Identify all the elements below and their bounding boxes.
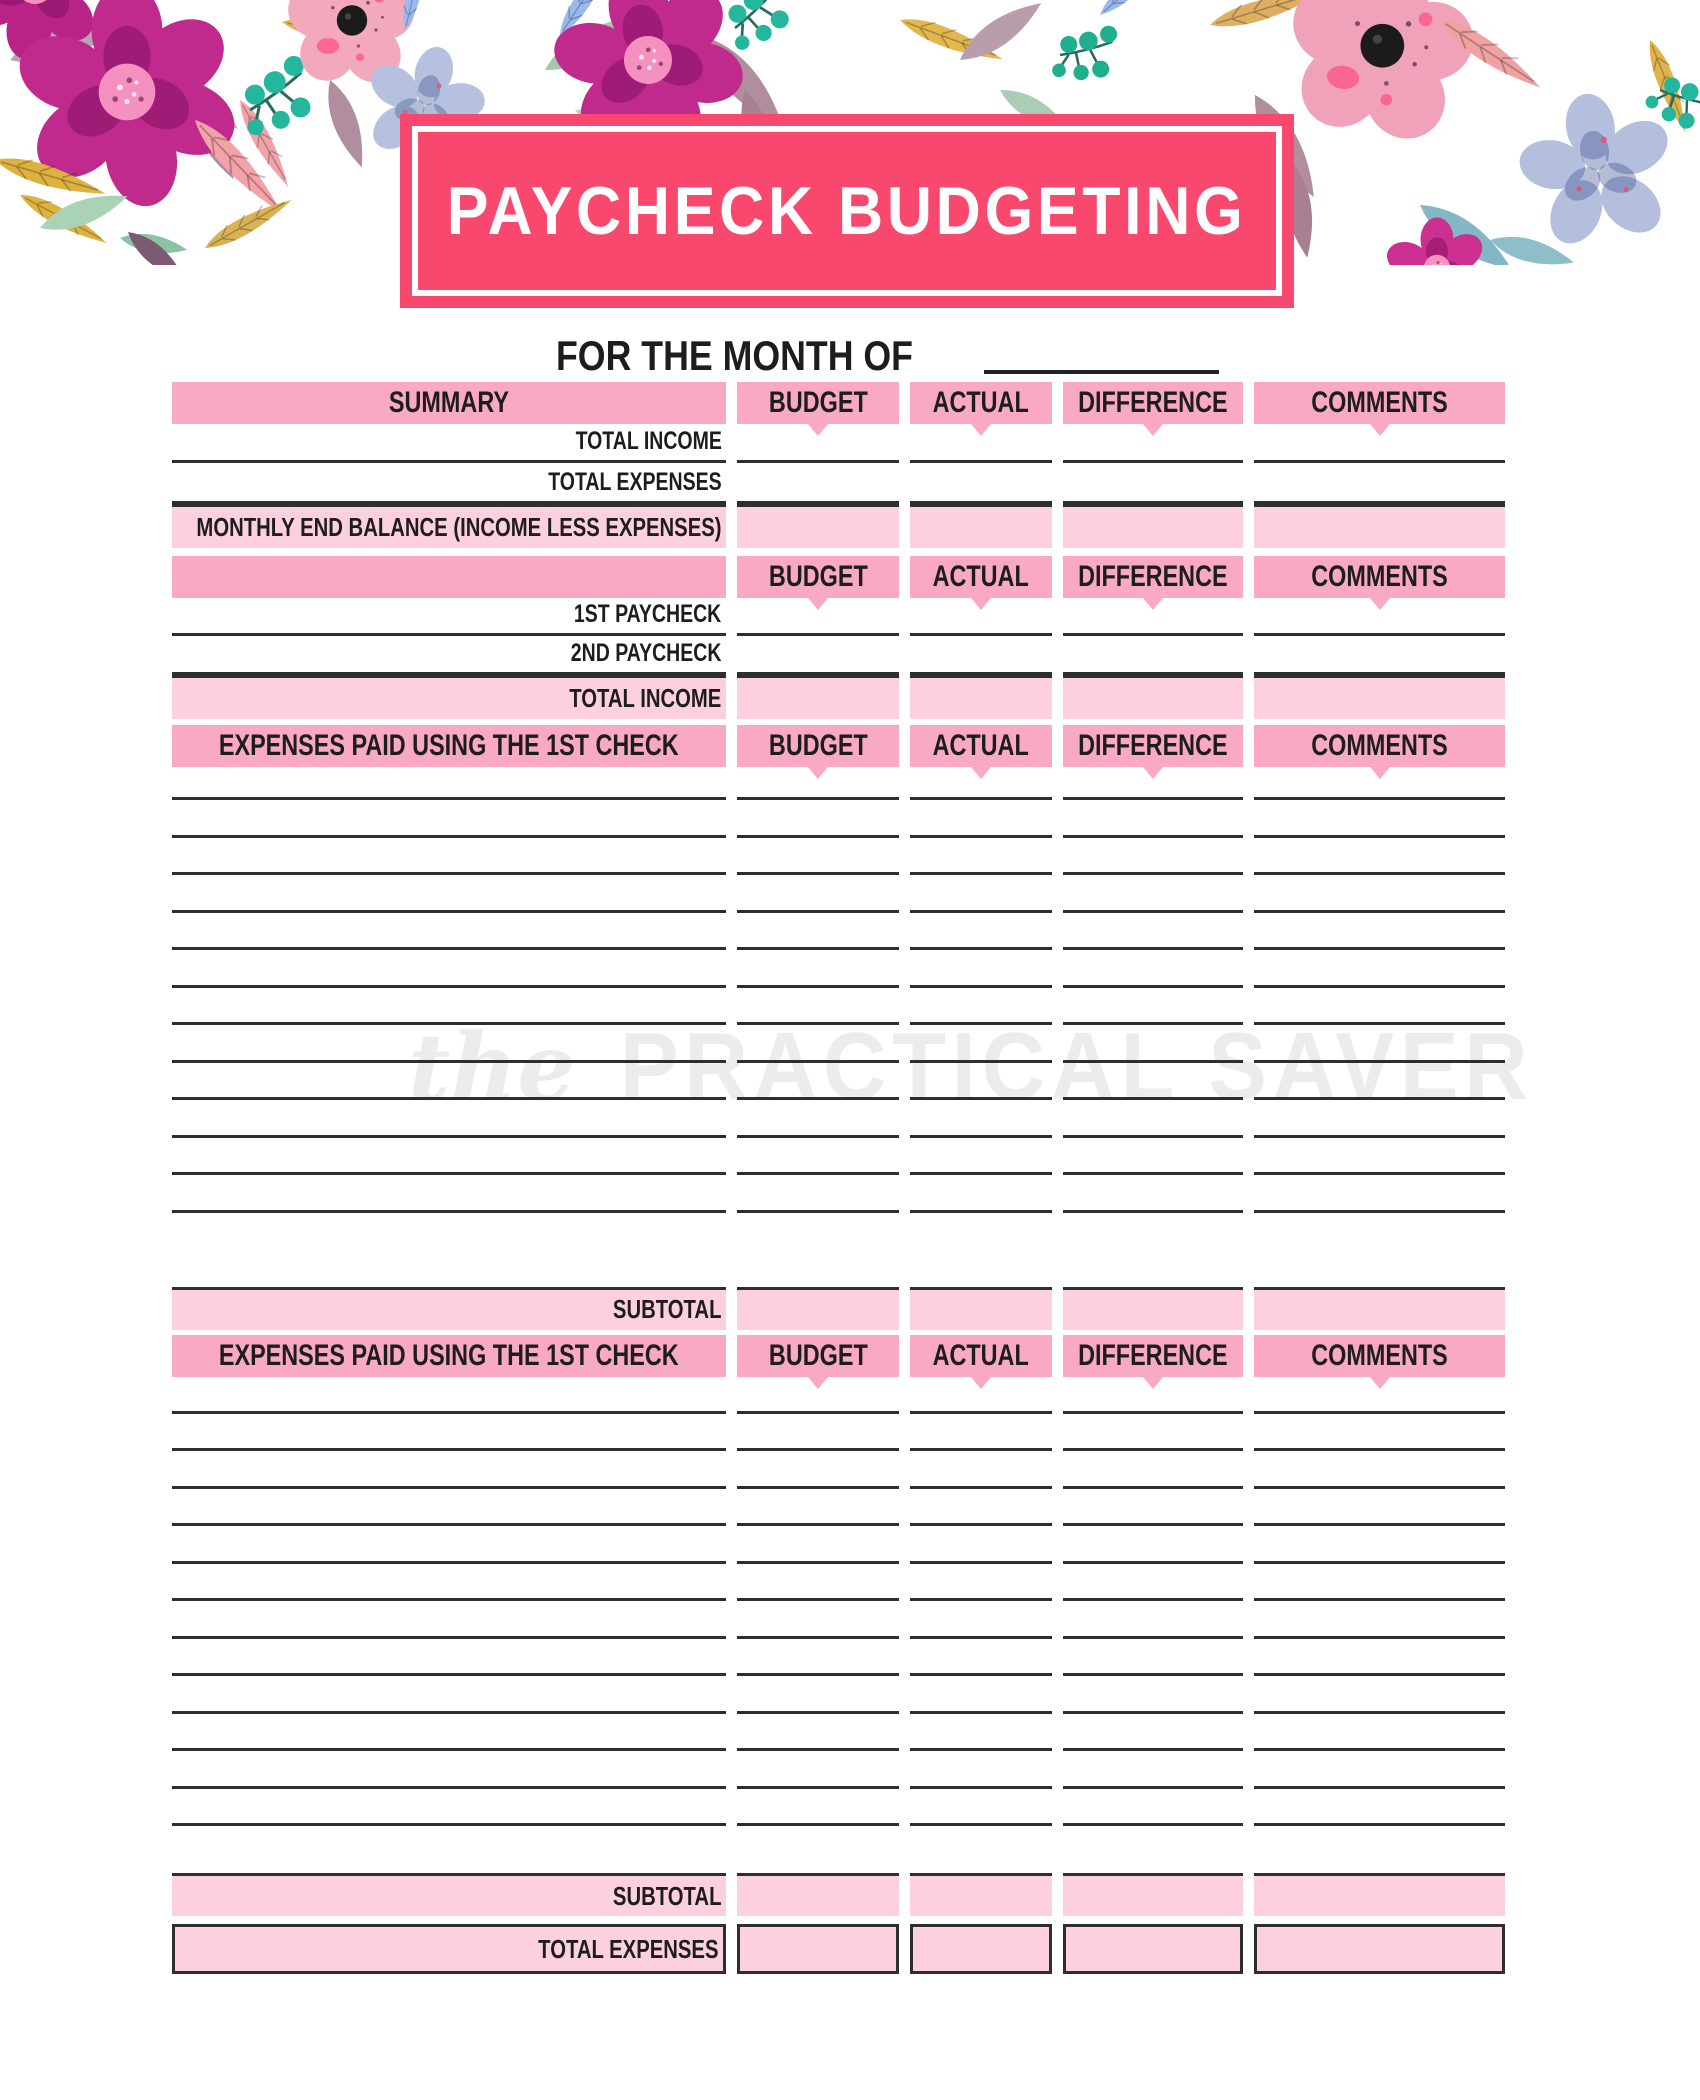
expense-value-field[interactable] bbox=[1254, 1676, 1505, 1714]
column-header-budget bbox=[737, 556, 899, 598]
expense-name-field[interactable] bbox=[172, 875, 726, 913]
expense-value-field[interactable] bbox=[910, 1025, 1052, 1063]
expense-entry-row bbox=[172, 1489, 1505, 1527]
expense-value-field[interactable] bbox=[1254, 767, 1505, 800]
expense-value-field[interactable] bbox=[1254, 1100, 1505, 1138]
expense-value-field[interactable] bbox=[910, 1451, 1052, 1489]
column-header-budget bbox=[737, 725, 899, 767]
actual-field[interactable] bbox=[910, 636, 1052, 675]
expense-name-field[interactable] bbox=[172, 1714, 726, 1752]
expense-value-field[interactable] bbox=[1063, 1414, 1243, 1452]
row-label-cell bbox=[172, 463, 726, 504]
column-header-label: COMMENTS bbox=[1311, 560, 1448, 593]
expense-value-field[interactable] bbox=[1254, 1751, 1505, 1789]
total-income-label: TOTAL INCOME bbox=[575, 427, 722, 455]
actual-field[interactable] bbox=[910, 463, 1052, 504]
expenses-section2-title: EXPENSES PAID USING THE 1ST CHECK bbox=[219, 1338, 679, 1372]
expense-name-field[interactable] bbox=[172, 1564, 726, 1602]
subtotal-row-2 bbox=[172, 1873, 1505, 1916]
month-label: FOR THE MONTH OF bbox=[556, 332, 913, 379]
expense-value-field[interactable] bbox=[1254, 1526, 1505, 1564]
column-header-actual bbox=[910, 1335, 1052, 1377]
difference-field[interactable] bbox=[1063, 1873, 1243, 1916]
expense-value-field[interactable] bbox=[910, 1751, 1052, 1789]
expense-value-field[interactable] bbox=[910, 838, 1052, 876]
second-paycheck-row bbox=[172, 636, 1505, 675]
difference-field[interactable] bbox=[1063, 1287, 1243, 1330]
expense-entry-row bbox=[172, 800, 1505, 838]
comments-field[interactable] bbox=[1254, 675, 1505, 719]
month-row bbox=[556, 332, 1219, 380]
row-label-cell bbox=[172, 598, 726, 636]
column-header-label: BUDGET bbox=[768, 386, 868, 419]
column-header-actual bbox=[910, 382, 1052, 424]
balance-label-cell bbox=[172, 504, 726, 548]
column-header-label: BUDGET bbox=[768, 560, 868, 593]
expense-value-field[interactable] bbox=[910, 988, 1052, 1026]
expense-value-field[interactable] bbox=[1063, 1526, 1243, 1564]
expense-name-field[interactable] bbox=[172, 1414, 726, 1452]
expense-value-field[interactable] bbox=[1254, 988, 1505, 1026]
expense-value-field[interactable] bbox=[737, 1714, 899, 1752]
budget-field[interactable] bbox=[737, 1924, 899, 1974]
column-header-label: COMMENTS bbox=[1311, 1338, 1448, 1372]
budget-field[interactable] bbox=[737, 1873, 899, 1916]
expense-value-field[interactable] bbox=[910, 1601, 1052, 1639]
expense-value-field[interactable] bbox=[1063, 1138, 1243, 1176]
summary-header-cell bbox=[172, 382, 726, 424]
expense-value-field[interactable] bbox=[737, 838, 899, 876]
expense-name-field[interactable] bbox=[172, 1751, 726, 1789]
expense-value-field[interactable] bbox=[737, 913, 899, 951]
expense-entry-row bbox=[172, 988, 1505, 1026]
expense-name-field[interactable] bbox=[172, 1489, 726, 1527]
expenses-section2-rows bbox=[172, 1377, 1505, 1827]
expense-value-field[interactable] bbox=[737, 1489, 899, 1527]
expense-value-field[interactable] bbox=[910, 1639, 1052, 1677]
difference-field[interactable] bbox=[1063, 1924, 1243, 1974]
title-banner bbox=[400, 114, 1294, 308]
expense-entry-row bbox=[172, 1526, 1505, 1564]
expense-value-field[interactable] bbox=[1254, 1489, 1505, 1527]
expense-value-field[interactable] bbox=[910, 950, 1052, 988]
expense-value-field[interactable] bbox=[1254, 1564, 1505, 1602]
expense-value-field[interactable] bbox=[1254, 1063, 1505, 1101]
expense-name-field[interactable] bbox=[172, 1175, 726, 1213]
column-header-label: DIFFERENCE bbox=[1078, 560, 1228, 593]
month-input-line[interactable] bbox=[984, 370, 1219, 374]
expenses-section1-header-cell bbox=[172, 725, 726, 767]
expense-value-field[interactable] bbox=[1063, 1639, 1243, 1677]
column-header-label: DIFFERENCE bbox=[1078, 729, 1228, 762]
expense-value-field[interactable] bbox=[1063, 1789, 1243, 1827]
expense-value-field[interactable] bbox=[910, 1414, 1052, 1452]
expense-value-field[interactable] bbox=[910, 1564, 1052, 1602]
column-header-budget bbox=[737, 1335, 899, 1377]
first-paycheck-row bbox=[172, 598, 1505, 636]
expense-value-field[interactable] bbox=[1254, 800, 1505, 838]
expense-value-field[interactable] bbox=[1254, 1601, 1505, 1639]
expense-value-field[interactable] bbox=[1254, 1138, 1505, 1176]
expense-entry-row bbox=[172, 1100, 1505, 1138]
grand-total-label-cell bbox=[172, 1924, 726, 1974]
expense-value-field[interactable] bbox=[1063, 1751, 1243, 1789]
expense-value-field[interactable] bbox=[737, 1789, 899, 1827]
income-total-row bbox=[172, 675, 1505, 719]
expense-value-field[interactable] bbox=[737, 950, 899, 988]
comments-field[interactable] bbox=[1254, 424, 1505, 463]
expense-value-field[interactable] bbox=[737, 1175, 899, 1213]
actual-field[interactable] bbox=[910, 1924, 1052, 1974]
column-header-actual bbox=[910, 725, 1052, 767]
first-paycheck-label: 1ST PAYCHECK bbox=[573, 600, 722, 628]
subtotal-row-1 bbox=[172, 1287, 1505, 1330]
actual-field[interactable] bbox=[910, 424, 1052, 463]
expense-value-field[interactable] bbox=[737, 1526, 899, 1564]
column-header-label: ACTUAL bbox=[932, 1338, 1030, 1372]
expense-value-field[interactable] bbox=[1254, 950, 1505, 988]
expense-entry-row bbox=[172, 1451, 1505, 1489]
expense-entry-row bbox=[172, 1789, 1505, 1827]
expense-value-field[interactable] bbox=[910, 1714, 1052, 1752]
comments-field[interactable] bbox=[1254, 463, 1505, 504]
expense-value-field[interactable] bbox=[1254, 1377, 1505, 1414]
column-header-label: COMMENTS bbox=[1311, 386, 1448, 419]
expense-value-field[interactable] bbox=[737, 988, 899, 1026]
budget-field[interactable] bbox=[737, 636, 899, 675]
expense-value-field[interactable] bbox=[737, 767, 899, 800]
subtotal-label: SUBTOTAL bbox=[612, 1880, 722, 1911]
expense-value-field[interactable] bbox=[1063, 767, 1243, 800]
column-header-label: ACTUAL bbox=[932, 729, 1030, 762]
expense-name-field[interactable] bbox=[172, 950, 726, 988]
expense-value-field[interactable] bbox=[737, 1377, 899, 1414]
comments-field[interactable] bbox=[1254, 1287, 1505, 1330]
expense-value-field[interactable] bbox=[910, 1138, 1052, 1176]
subtotal-label-cell bbox=[172, 1873, 726, 1916]
subtotal-label-cell bbox=[172, 1287, 726, 1330]
expense-value-field[interactable] bbox=[737, 1025, 899, 1063]
expense-name-field[interactable] bbox=[172, 1138, 726, 1176]
expense-value-field[interactable] bbox=[1063, 1601, 1243, 1639]
watermark-text: PRACTICAL SAVER bbox=[620, 1013, 1534, 1120]
expense-value-field[interactable] bbox=[737, 1601, 899, 1639]
expense-value-field[interactable] bbox=[1254, 1639, 1505, 1677]
expense-name-field[interactable] bbox=[172, 800, 726, 838]
second-paycheck-label: 2ND PAYCHECK bbox=[570, 639, 722, 667]
difference-field[interactable] bbox=[1063, 598, 1243, 636]
expense-name-field[interactable] bbox=[172, 1639, 726, 1677]
income-total-label-cell bbox=[172, 675, 726, 719]
column-header-label: ACTUAL bbox=[932, 560, 1030, 593]
expense-value-field[interactable] bbox=[910, 913, 1052, 951]
expense-name-field[interactable] bbox=[172, 1676, 726, 1714]
expense-entry-row bbox=[172, 1751, 1505, 1789]
expense-value-field[interactable] bbox=[910, 1175, 1052, 1213]
expense-value-field[interactable] bbox=[737, 1751, 899, 1789]
expense-name-field[interactable] bbox=[172, 838, 726, 876]
expense-entry-row bbox=[172, 1564, 1505, 1602]
expense-value-field[interactable] bbox=[1063, 1564, 1243, 1602]
comments-field[interactable] bbox=[1254, 504, 1505, 548]
column-header-comments bbox=[1254, 1335, 1505, 1377]
budget-field[interactable] bbox=[737, 504, 899, 548]
expense-value-field[interactable] bbox=[737, 1414, 899, 1452]
difference-field[interactable] bbox=[1063, 675, 1243, 719]
expense-entry-row bbox=[172, 1063, 1505, 1101]
difference-field[interactable] bbox=[1063, 504, 1243, 548]
expense-value-field[interactable] bbox=[737, 1138, 899, 1176]
expense-value-field[interactable] bbox=[1063, 875, 1243, 913]
expense-value-field[interactable] bbox=[1063, 1489, 1243, 1527]
summary-header-row bbox=[172, 382, 1505, 424]
expense-name-field[interactable] bbox=[172, 1526, 726, 1564]
expenses-section1-title: EXPENSES PAID USING THE 1ST CHECK bbox=[219, 729, 679, 762]
expenses-section1-header-row bbox=[172, 725, 1505, 767]
expense-value-field[interactable] bbox=[1254, 1451, 1505, 1489]
expense-value-field[interactable] bbox=[1254, 838, 1505, 876]
expense-value-field[interactable] bbox=[1254, 1789, 1505, 1827]
expense-entry-row bbox=[172, 875, 1505, 913]
expense-value-field[interactable] bbox=[1063, 913, 1243, 951]
expense-value-field[interactable] bbox=[1063, 1175, 1243, 1213]
row-label-cell bbox=[172, 636, 726, 675]
expense-name-field[interactable] bbox=[172, 1100, 726, 1138]
column-header-budget bbox=[737, 382, 899, 424]
expense-entry-row bbox=[172, 1138, 1505, 1176]
actual-field[interactable] bbox=[910, 504, 1052, 548]
column-header-label: DIFFERENCE bbox=[1078, 386, 1228, 419]
expense-entry-row bbox=[172, 767, 1505, 800]
expenses-section1-rows bbox=[172, 767, 1505, 1213]
expense-value-field[interactable] bbox=[910, 767, 1052, 800]
expense-value-field[interactable] bbox=[1063, 1676, 1243, 1714]
expense-value-field[interactable] bbox=[737, 1063, 899, 1101]
column-header-difference bbox=[1063, 556, 1243, 598]
expense-value-field[interactable] bbox=[1063, 1714, 1243, 1752]
summary-header-label: SUMMARY bbox=[388, 386, 510, 419]
expense-entry-row bbox=[172, 1714, 1505, 1752]
expenses-section2-header-row bbox=[172, 1335, 1505, 1377]
watermark-script: the bbox=[408, 1013, 576, 1121]
expense-value-field[interactable] bbox=[910, 1676, 1052, 1714]
expense-entry-row bbox=[172, 1025, 1505, 1063]
budget-field[interactable] bbox=[737, 675, 899, 719]
expense-value-field[interactable] bbox=[737, 1451, 899, 1489]
expense-entry-row bbox=[172, 1601, 1505, 1639]
expense-name-field[interactable] bbox=[172, 1789, 726, 1827]
balance-label: MONTHLY END BALANCE (INCOME LESS EXPENSES) bbox=[196, 512, 722, 542]
column-header-actual bbox=[910, 556, 1052, 598]
monthly-end-balance-row bbox=[172, 504, 1505, 548]
expense-value-field[interactable] bbox=[1063, 838, 1243, 876]
comments-field[interactable] bbox=[1254, 636, 1505, 675]
expense-value-field[interactable] bbox=[1063, 1451, 1243, 1489]
expense-entry-row bbox=[172, 1676, 1505, 1714]
expense-value-field[interactable] bbox=[1254, 1714, 1505, 1752]
expense-value-field[interactable] bbox=[737, 1564, 899, 1602]
expense-value-field[interactable] bbox=[737, 1676, 899, 1714]
expense-value-field[interactable] bbox=[910, 875, 1052, 913]
comments-field[interactable] bbox=[1254, 1873, 1505, 1916]
expense-value-field[interactable] bbox=[737, 1639, 899, 1677]
subtotal-label: SUBTOTAL bbox=[612, 1294, 722, 1324]
summary-total-income-row bbox=[172, 424, 1505, 463]
expense-name-field[interactable] bbox=[172, 1025, 726, 1063]
actual-field[interactable] bbox=[910, 1287, 1052, 1330]
expense-value-field[interactable] bbox=[910, 1789, 1052, 1827]
expense-name-field[interactable] bbox=[172, 1377, 726, 1414]
expense-value-field[interactable] bbox=[1254, 1414, 1505, 1452]
column-header-label: ACTUAL bbox=[932, 386, 1030, 419]
column-header-label: COMMENTS bbox=[1311, 729, 1448, 762]
expense-entry-row bbox=[172, 1377, 1505, 1414]
expense-value-field[interactable] bbox=[1254, 1175, 1505, 1213]
expense-value-field[interactable] bbox=[910, 1063, 1052, 1101]
budget-field[interactable] bbox=[737, 463, 899, 504]
expense-name-field[interactable] bbox=[172, 1601, 726, 1639]
row-label-cell bbox=[172, 424, 726, 463]
expense-value-field[interactable] bbox=[737, 875, 899, 913]
expense-value-field[interactable] bbox=[1063, 1377, 1243, 1414]
expense-value-field[interactable] bbox=[737, 1100, 899, 1138]
budget-field[interactable] bbox=[737, 598, 899, 636]
actual-field[interactable] bbox=[910, 675, 1052, 719]
difference-field[interactable] bbox=[1063, 463, 1243, 504]
expense-entry-row bbox=[172, 838, 1505, 876]
expense-entry-row bbox=[172, 1175, 1505, 1213]
difference-field[interactable] bbox=[1063, 424, 1243, 463]
expense-value-field[interactable] bbox=[1063, 950, 1243, 988]
page-title: PAYCHECK BUDGETING bbox=[447, 173, 1247, 249]
expense-name-field[interactable] bbox=[172, 988, 726, 1026]
budget-field[interactable] bbox=[737, 1287, 899, 1330]
expense-entry-row bbox=[172, 950, 1505, 988]
actual-field[interactable] bbox=[910, 1873, 1052, 1916]
column-header-difference bbox=[1063, 725, 1243, 767]
column-header-label: DIFFERENCE bbox=[1078, 1338, 1228, 1372]
expense-value-field[interactable] bbox=[1254, 913, 1505, 951]
column-header-label: BUDGET bbox=[768, 1338, 868, 1372]
actual-field[interactable] bbox=[910, 598, 1052, 636]
expense-value-field[interactable] bbox=[910, 1489, 1052, 1527]
expense-entry-row bbox=[172, 1414, 1505, 1452]
column-header-difference bbox=[1063, 382, 1243, 424]
title-banner-border bbox=[412, 126, 1282, 296]
expense-value-field[interactable] bbox=[910, 1526, 1052, 1564]
comments-field[interactable] bbox=[1254, 598, 1505, 636]
column-header-comments bbox=[1254, 382, 1505, 424]
column-header-difference bbox=[1063, 1335, 1243, 1377]
expenses-section2-header-cell bbox=[172, 1335, 726, 1377]
column-header-comments bbox=[1254, 556, 1505, 598]
expense-name-field[interactable] bbox=[172, 1063, 726, 1101]
expense-value-field[interactable] bbox=[1063, 988, 1243, 1026]
difference-field[interactable] bbox=[1063, 636, 1243, 675]
expense-value-field[interactable] bbox=[910, 800, 1052, 838]
expense-name-field[interactable] bbox=[172, 1451, 726, 1489]
expense-name-field[interactable] bbox=[172, 913, 726, 951]
expense-value-field[interactable] bbox=[1254, 1025, 1505, 1063]
column-header-comments bbox=[1254, 725, 1505, 767]
income-total-label: TOTAL INCOME bbox=[569, 683, 722, 713]
expense-value-field[interactable] bbox=[1063, 800, 1243, 838]
expense-entry-row bbox=[172, 913, 1505, 951]
expense-value-field[interactable] bbox=[1063, 1100, 1243, 1138]
grand-total-expenses-row bbox=[172, 1924, 1505, 1974]
expense-value-field[interactable] bbox=[737, 800, 899, 838]
grand-total-label: TOTAL EXPENSES bbox=[538, 1933, 719, 1964]
expense-value-field[interactable] bbox=[910, 1377, 1052, 1414]
budget-table bbox=[172, 382, 1505, 1974]
comments-field[interactable] bbox=[1254, 1924, 1505, 1974]
income-header-spacer-cell bbox=[172, 556, 726, 598]
expense-value-field[interactable] bbox=[910, 1100, 1052, 1138]
total-expenses-label: TOTAL EXPENSES bbox=[547, 468, 722, 496]
budget-field[interactable] bbox=[737, 424, 899, 463]
summary-total-expenses-row bbox=[172, 463, 1505, 504]
expense-entry-row bbox=[172, 1639, 1505, 1677]
income-header-row bbox=[172, 556, 1505, 598]
expense-value-field[interactable] bbox=[1063, 1025, 1243, 1063]
expense-name-field[interactable] bbox=[172, 767, 726, 800]
expense-value-field[interactable] bbox=[1063, 1063, 1243, 1101]
expense-value-field[interactable] bbox=[1254, 875, 1505, 913]
column-header-label: BUDGET bbox=[768, 729, 868, 762]
